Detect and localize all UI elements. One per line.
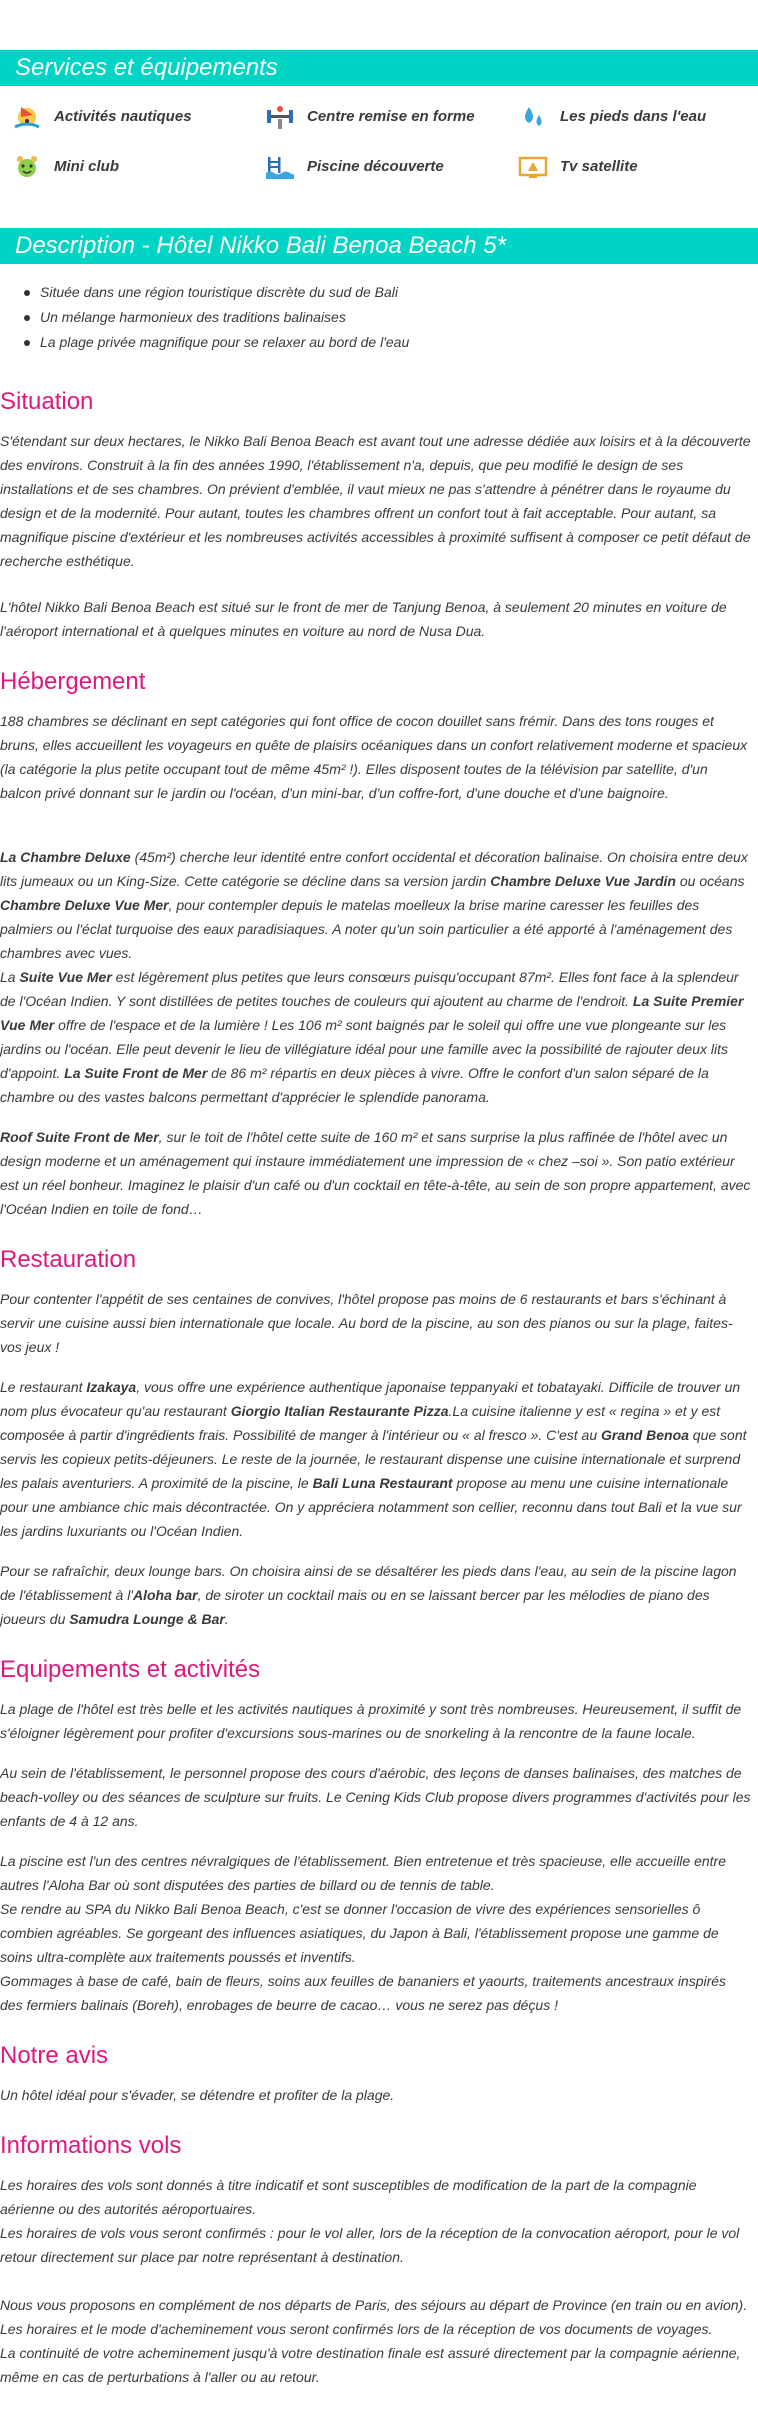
text: , de siroter un cocktail mais ou en se laissant bercer par les mélodies de piano des joueurs du [0,1587,710,1627]
paragraph: Les horaires des vols sont donnés à titre indicatif et sont susceptibles de modification de la part de la compagnie aérienne ou des autorités aéroportuaires. [0,2177,697,2217]
restauration-section [0,1245,758,1631]
room-name: La Chambre Deluxe [0,849,131,865]
restaurant-name: Giorgio Italian Restaurante Pizza [230,1403,449,1419]
paragraph [0,1375,758,1543]
list-item: Située dans une région touristique discrète du sud de Bali [24,280,758,305]
paragraph: Se rendre au SPA du Nikko Bali Benoa Beach, c'est se donner l'occasion de vivre des expériences sensorielles ô combien agréables. Se gorgeant des influences asiatiques, du Japon à Bali, l'établissement propose une gamme de soins ultra-complète aux traitements poussés et inventifs. [0,1901,719,1965]
text: de 86 m² répartis en deux pièces à vivre. Offre le confort d'un salon séparé de la chambre ou des vastes balcons permettant d'apprécier le splendide panorama. [0,1065,709,1105]
paragraph: S'étendant sur deux hectares, le Nikko Bali Benoa Beach est avant tout une adresse dédiée aux loisirs et à la découverte des environs. Construit à la fin des années 1990, l'établissement n'a, depuis, que peu modifié le design de ses installations et de ses chambres. On prévient d'emblée, il vaut mieux ne pas s'attendre à pénétrer dans le royaume du design et de la modernité. Pour autant, toutes les chambres offrent un confort tout à fait acceptable. Pour autant, sa magnifique piscine d'extérieur et les nombreuses activités accessibles à proximité suffisent à composer ce petit défaut de recherche esthétique. [0,433,751,569]
hebergement-section [0,667,758,1221]
highlights-list [0,264,758,363]
list-item: La plage privée magnifique pour se relaxer au bord de l'eau [24,330,758,355]
text: , sur le toit de l'hôtel cette suite de 160 m² et sans surprise la plus raffinée de l'hôtel avec un design moderne et un aménagement qui instaure immédiatement une impression de « chez –soi ». Son patio extérieur est un réel bonheur. Imaginez le plaisir d'un café ou d'un cocktail en tête-à-tête, au sein de son propre appartement, avec l'Océan Indien en toile de fond… [0,1129,751,1217]
text: Pour se rafraîchir, deux lounge bars. On choisira ainsi de se désaltérer les pieds dans l'eau, au sein de la piscine lagon de l'établissement à l' [0,1563,737,1603]
room-name: Chambre Deluxe Vue Mer [0,897,169,913]
room-name: La Suite Front de Mer [64,1065,208,1081]
service-item-tv [516,148,758,186]
vols-section [0,2131,758,2389]
text: La [0,969,20,985]
paragraph: L'hôtel Nikko Bali Benoa Beach est situé sur le front de mer de Tanjung Benoa, à seulement 20 minutes en voiture de l'aéroport international et à quelques minutes en voiture au nord de Nusa Dua. [0,599,727,639]
text: Le restaurant [0,1379,87,1395]
paragraph [0,965,758,1109]
gym-icon [263,100,297,134]
text: ou océans [675,873,745,889]
paragraph [0,1559,758,1631]
situation-section [0,387,758,643]
avis-section [0,2041,758,2107]
paragraph [0,845,758,965]
section-title: Hébergement [0,668,146,695]
paragraph: La plage de l'hôtel est très belle et les activités nautiques à proximité y sont très nombreuses. Heureusement, il suffit de s'éloigner légèrement pour profiter d'excursions sous-marines ou de snorkeling à la rencontre de la faune locale. [0,1701,742,1741]
room-name: Roof Suite Front de Mer [0,1129,159,1145]
service-item-nautiques [10,98,263,136]
service-label: Tv satellite [560,158,638,175]
paragraph: Pour contenter l'appétit de ses centaines de convives, l'hôtel propose pas moins de 6 restaurants et bars s'échinant à servir une cuisine aussi bien internationale que locale. Au bord de la piscine, au son des pianos ou sur la plage, faites-vos jeux ! [0,1291,733,1355]
section-title: Informations vols [0,2132,182,2159]
paragraph: Nous vous proposons en complément de nos départs de Paris, des séjours au départ de Province (en train ou en avion). [0,2297,748,2313]
tv-icon [516,150,550,184]
paragraph: Les horaires et le mode d'acheminement vous seront confirmés lors de la réception de vos documents de voyages. [0,2321,713,2337]
text: . [224,1611,229,1627]
service-label: Piscine découverte [307,158,444,175]
windsurf-icon [10,100,44,134]
list-item: Un mélange harmonieux des traditions balinaises [24,305,758,330]
service-label: Centre remise en forme [307,108,475,125]
text: propose au menu une cuisine internationale pour une ambiance chic mais décontractée. On y appréciera notamment son cellier, reconnu dans tout Bali et la vue sur les jardins luxuriants ou l'Océan Indien. [0,1475,742,1539]
mini-club-icon [10,150,44,184]
text: .La cuisine italienne y est « regina » et y est composée à partir d'ingrédients frais. Possibilité de manger à l'intérieur ou « al fresco ». C'est au [0,1403,721,1443]
service-label: Activités nautiques [54,108,192,125]
restaurant-name: Grand Benoa [601,1427,689,1443]
text: est légèrement plus petites que leurs consœurs puisqu'occupant 87m². Elles font face à la splendeur de l'Océan Indien. Y sont distillées de petites touches de couleurs qui ajoutent au charme de l'endroit. [0,969,739,1009]
room-name: Suite Vue Mer [19,969,112,985]
service-item-pieds-eau [516,98,758,136]
section-title: Notre avis [0,2042,109,2069]
text: , vous offre une expérience authentique japonaise teppanyaki et tobatayaki. Difficile de trouver un nom plus évocateur qu'au restaurant [0,1379,741,1419]
room-name: La Suite Premier Vue Mer [0,993,744,1033]
services-grid [0,86,758,186]
services-banner: Services et équipements [0,50,758,86]
bar-name: Aloha bar [132,1587,198,1603]
restaurant-name: Bali Luna Restaurant [312,1475,453,1491]
service-item-gym [263,98,516,136]
paragraph: La piscine est l'un des centres névralgiques de l'établissement. Bien entretenue et très spacieuse, elle accueille entre autres l'Aloha Bar où sont disputées des parties de billard ou de tennis de table. [0,1853,726,1893]
paragraph: Les horaires de vols vous seront confirmés : pour le vol aller, lors de la réception de la convocation aéroport, pour le vol retour directement sur place par notre représentant à destination. [0,2225,740,2265]
service-label: Mini club [54,158,119,175]
paragraph: Un hôtel idéal pour s'évader, se détendre et profiter de la plage. [0,2087,395,2103]
section-title: Equipements et activités [0,1656,261,1683]
text: (45m²) cherche leur identité entre confort occidental et décoration balinaise. On choisira entre deux lits jumeaux ou un King-Size. Cette catégorie se décline dans sa version jardin [0,849,748,889]
text: offre de l'espace et de la lumière ! Les 106 m² sont baignés par le soleil qui offre une vue plongeante sur les jardins ou l'océan. Elle peut devenir le lieu de villégiature idéal pour une famille avec la possibilité de rajouter deux lits d'appoint. [0,1017,728,1081]
bar-name: Samudra Lounge & Bar [69,1611,225,1627]
section-title: Restauration [0,1246,137,1273]
service-label: Les pieds dans l'eau [560,108,707,125]
service-item-piscine [263,148,516,186]
text: , pour contempler depuis le matelas moelleux la brise marine caresser les feuilles des palmiers ou l'éclat turquoise des eaux paradisiaques. A noter qu'un soin particulier a été apporté à l'aménagement des chambres avec vues. [0,897,733,961]
paragraph: Au sein de l'établissement, le personnel propose des cours d'aérobic, des leçons de danses balinaises, des matches de beach-volley ou des séances de sculpture sur fruits. Le Cening Kids Club propose divers programmes d'activités pour les enfants de 4 à 12 ans. [0,1765,751,1829]
restaurant-name: Izakaya [86,1379,137,1395]
text: que sont servis les copieux petits-déjeuners. Le reste de la journée, le restaurant dispense une cuisine internationale et surprend les palais aventuriers. A proximité de la piscine, le [0,1427,747,1491]
description-banner: Description - Hôtel Nikko Bali Benoa Beach 5* [0,228,758,264]
paragraph: Gommages à base de café, bain de fleurs, soins aux feuilles de bananiers et yaourts, traitements ancestraux inspirés des fermiers balinais (Boreh), enrobages de beurre de cacao… vous ne serez pas déçus ! [0,1973,727,2013]
water-drops-icon [516,100,550,134]
paragraph: 188 chambres se déclinant en sept catégories qui font office de cocon douillet sans frémir. Dans des tons rouges et bruns, elles accueillent les voyageurs en quête de plaisirs océaniques dans un confort relativement moderne et spacieux (la catégorie la plus petite occupant tout de même 45m² !). Elles disposent toutes de la télévision par satellite, d'un balcon privé donnant sur le jardin ou l'océan, d'un mini-bar, d'un coffre-fort, d'une douche et d'une baignoire. [0,713,748,801]
pool-icon [263,150,297,184]
room-name: Chambre Deluxe Vue Jardin [490,873,676,889]
paragraph [0,1125,758,1221]
service-item-mini-club [10,148,263,186]
section-title: Situation [0,388,94,415]
paragraph: La continuité de votre acheminement jusqu'à votre destination finale est assuré directement par la compagnie aérienne, même en cas de perturbations à l'aller ou au retour. [0,2345,741,2385]
equipements-section [0,1655,758,2017]
